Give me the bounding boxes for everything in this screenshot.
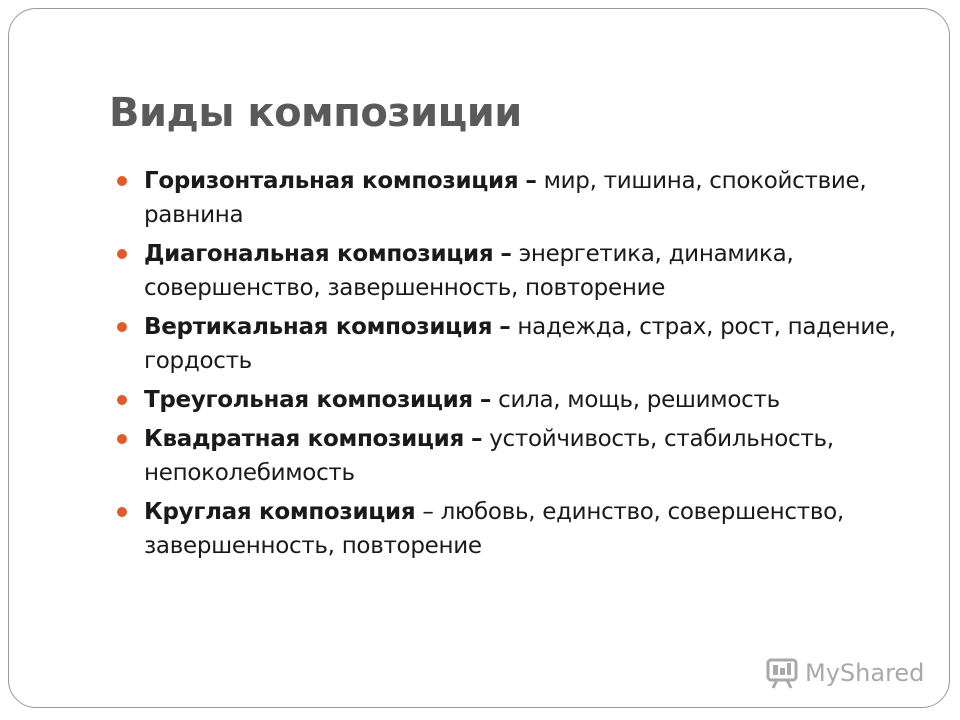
item-dash: – (500, 241, 512, 267)
list-item (117, 495, 917, 563)
bullet-icon (117, 434, 127, 444)
presentation-board-icon (765, 656, 799, 690)
slide-title: Виды композиции (109, 90, 522, 136)
item-dash: – (479, 387, 492, 413)
list-item (117, 422, 917, 490)
list-item (117, 383, 917, 417)
item-desc: устойчивость, стабильность, непоколебимость (144, 426, 834, 486)
bullet-icon (117, 176, 127, 186)
item-dash: – (470, 426, 483, 452)
item-desc: надежда, страх, рост, падение, гордость (144, 314, 896, 374)
item-desc: мир, тишина, спокойствие, равнина (144, 168, 867, 228)
item-term: Квадратная композиция (144, 426, 464, 452)
bullet-icon (117, 395, 127, 405)
list-item (117, 237, 917, 305)
item-term: Круглая композиция (144, 499, 416, 525)
bullet-icon (117, 322, 127, 332)
watermark-text: MyShared (805, 659, 925, 687)
item-desc: любовь, единство, совершенство, завершенность, повторение (144, 499, 844, 559)
bullet-list (117, 164, 917, 568)
list-item (117, 310, 917, 378)
item-dash: – (525, 168, 537, 194)
list-item (117, 164, 917, 232)
slide (8, 8, 950, 708)
item-term: Треугольная композиция (144, 387, 473, 413)
bullet-icon (117, 249, 127, 259)
item-term: Вертикальная композиция (144, 314, 493, 340)
item-term: Диагональная композиция (144, 241, 494, 267)
bullet-icon (117, 507, 127, 517)
item-dash: – (499, 314, 511, 340)
item-desc: сила, мощь, решимость (498, 387, 780, 413)
watermark (765, 656, 924, 690)
item-desc: энергетика, динамика, совершенство, завершенность, повторение (144, 241, 794, 301)
item-dash: – (422, 499, 434, 525)
item-term: Горизонтальная композиция (144, 168, 519, 194)
